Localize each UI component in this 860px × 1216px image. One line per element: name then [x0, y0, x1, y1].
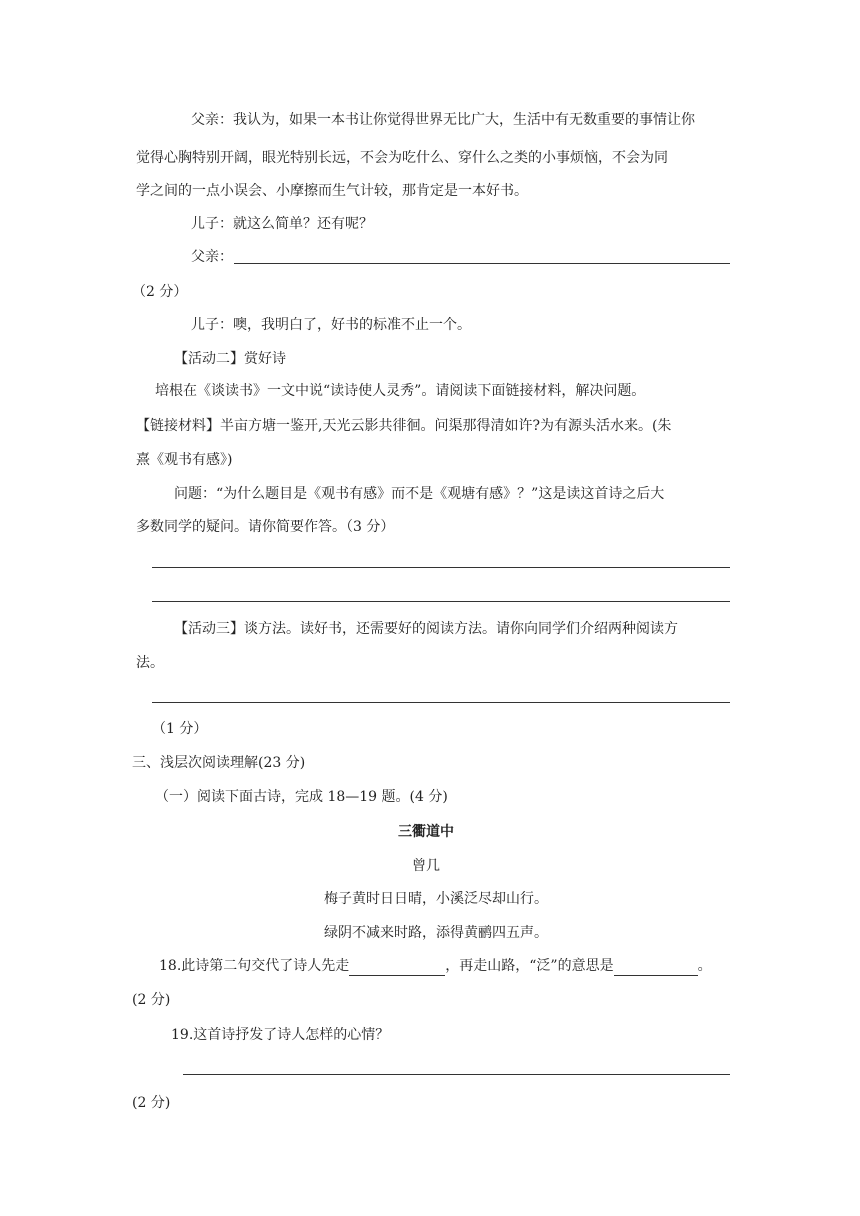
son-speech-2: 儿子：噢，我明白了，好书的标准不止一个。 — [191, 317, 471, 333]
section3-heading: 三、浅层次阅读理解(23 分) — [132, 755, 306, 771]
activity2-intro: 培根在《谈读书》一文中说“读诗使人灵秀”。请阅读下面链接材料，解决问题。 — [155, 383, 646, 399]
activity3-line2: 法。 — [136, 655, 164, 671]
question-18-part3: 。 — [697, 958, 712, 974]
poem-title: 三衢道中 — [398, 824, 454, 840]
father-speech-line1: 父亲：我认为，如果一本书让你觉得世界无比广大，生活中有无数重要的事情让你 — [191, 112, 695, 128]
answer-line-activity2-1[interactable] — [152, 567, 730, 568]
father-speech-line3: 学之间的一点小误会、小摩擦而生气计较，那肯定是一本好书。 — [136, 183, 528, 199]
question-19-score: (2 分) — [132, 1095, 171, 1111]
answer-line-19[interactable] — [183, 1074, 730, 1075]
activity2-question-line2: 多数同学的疑问。请你简要作答。（3 分） — [136, 519, 395, 535]
question-19: 19.这首诗抒发了诗人怎样的心情？ — [171, 1027, 390, 1043]
poem-author: 曾几 — [412, 858, 440, 874]
section3-subheading: （一）阅读下面古诗，完成 18—19 题。(4 分) — [155, 789, 448, 805]
activity3-line1: 【活动三】谈方法。读好书，还需要好的阅读方法。请你向同学们介绍两种阅读方 — [174, 621, 678, 637]
score-label: （2 分） — [132, 284, 188, 300]
blank-18-2[interactable] — [614, 959, 698, 976]
question-18-part2: ，再走山路，“泛”的意思是 — [445, 958, 614, 974]
question-18 — [159, 956, 712, 976]
father-speech-line2: 觉得心胸特别开阔，眼光特别长远，不会为吃什么、穿什么之类的小事烦恼，不会为同 — [136, 150, 668, 166]
link-material-line2: 熹《观书有感》) — [136, 452, 233, 468]
activity3-score: （1 分） — [152, 721, 208, 737]
link-material-line1: 【链接材料】半亩方塘一鉴开,天光云影共徘徊。问渠那得清如许?为有源头活水来。(朱 — [136, 418, 672, 434]
answer-line-father[interactable] — [234, 263, 730, 264]
blank-18-1[interactable] — [349, 959, 445, 976]
answer-line-activity3[interactable] — [152, 702, 730, 703]
poem-line-1: 梅子黄时日日晴，小溪泛尽却山行。 — [324, 891, 548, 907]
answer-line-activity2-2[interactable] — [152, 601, 730, 602]
son-speech-1: 儿子：就这么简单？还有呢？ — [191, 216, 373, 232]
poem-line-2: 绿阴不减来时路，添得黄鹂四五声。 — [324, 925, 548, 941]
activity2-heading: 【活动二】赏好诗 — [174, 351, 286, 367]
question-18-score: (2 分) — [132, 992, 171, 1008]
question-18-part1: 18.此诗第二句交代了诗人先走 — [159, 958, 350, 974]
activity2-question-line1: 问题：“为什么题目是《观书有感》而不是《观塘有感》？”这是读这首诗之后大 — [174, 486, 665, 502]
father-speech-2-label: 父亲： — [191, 249, 233, 265]
